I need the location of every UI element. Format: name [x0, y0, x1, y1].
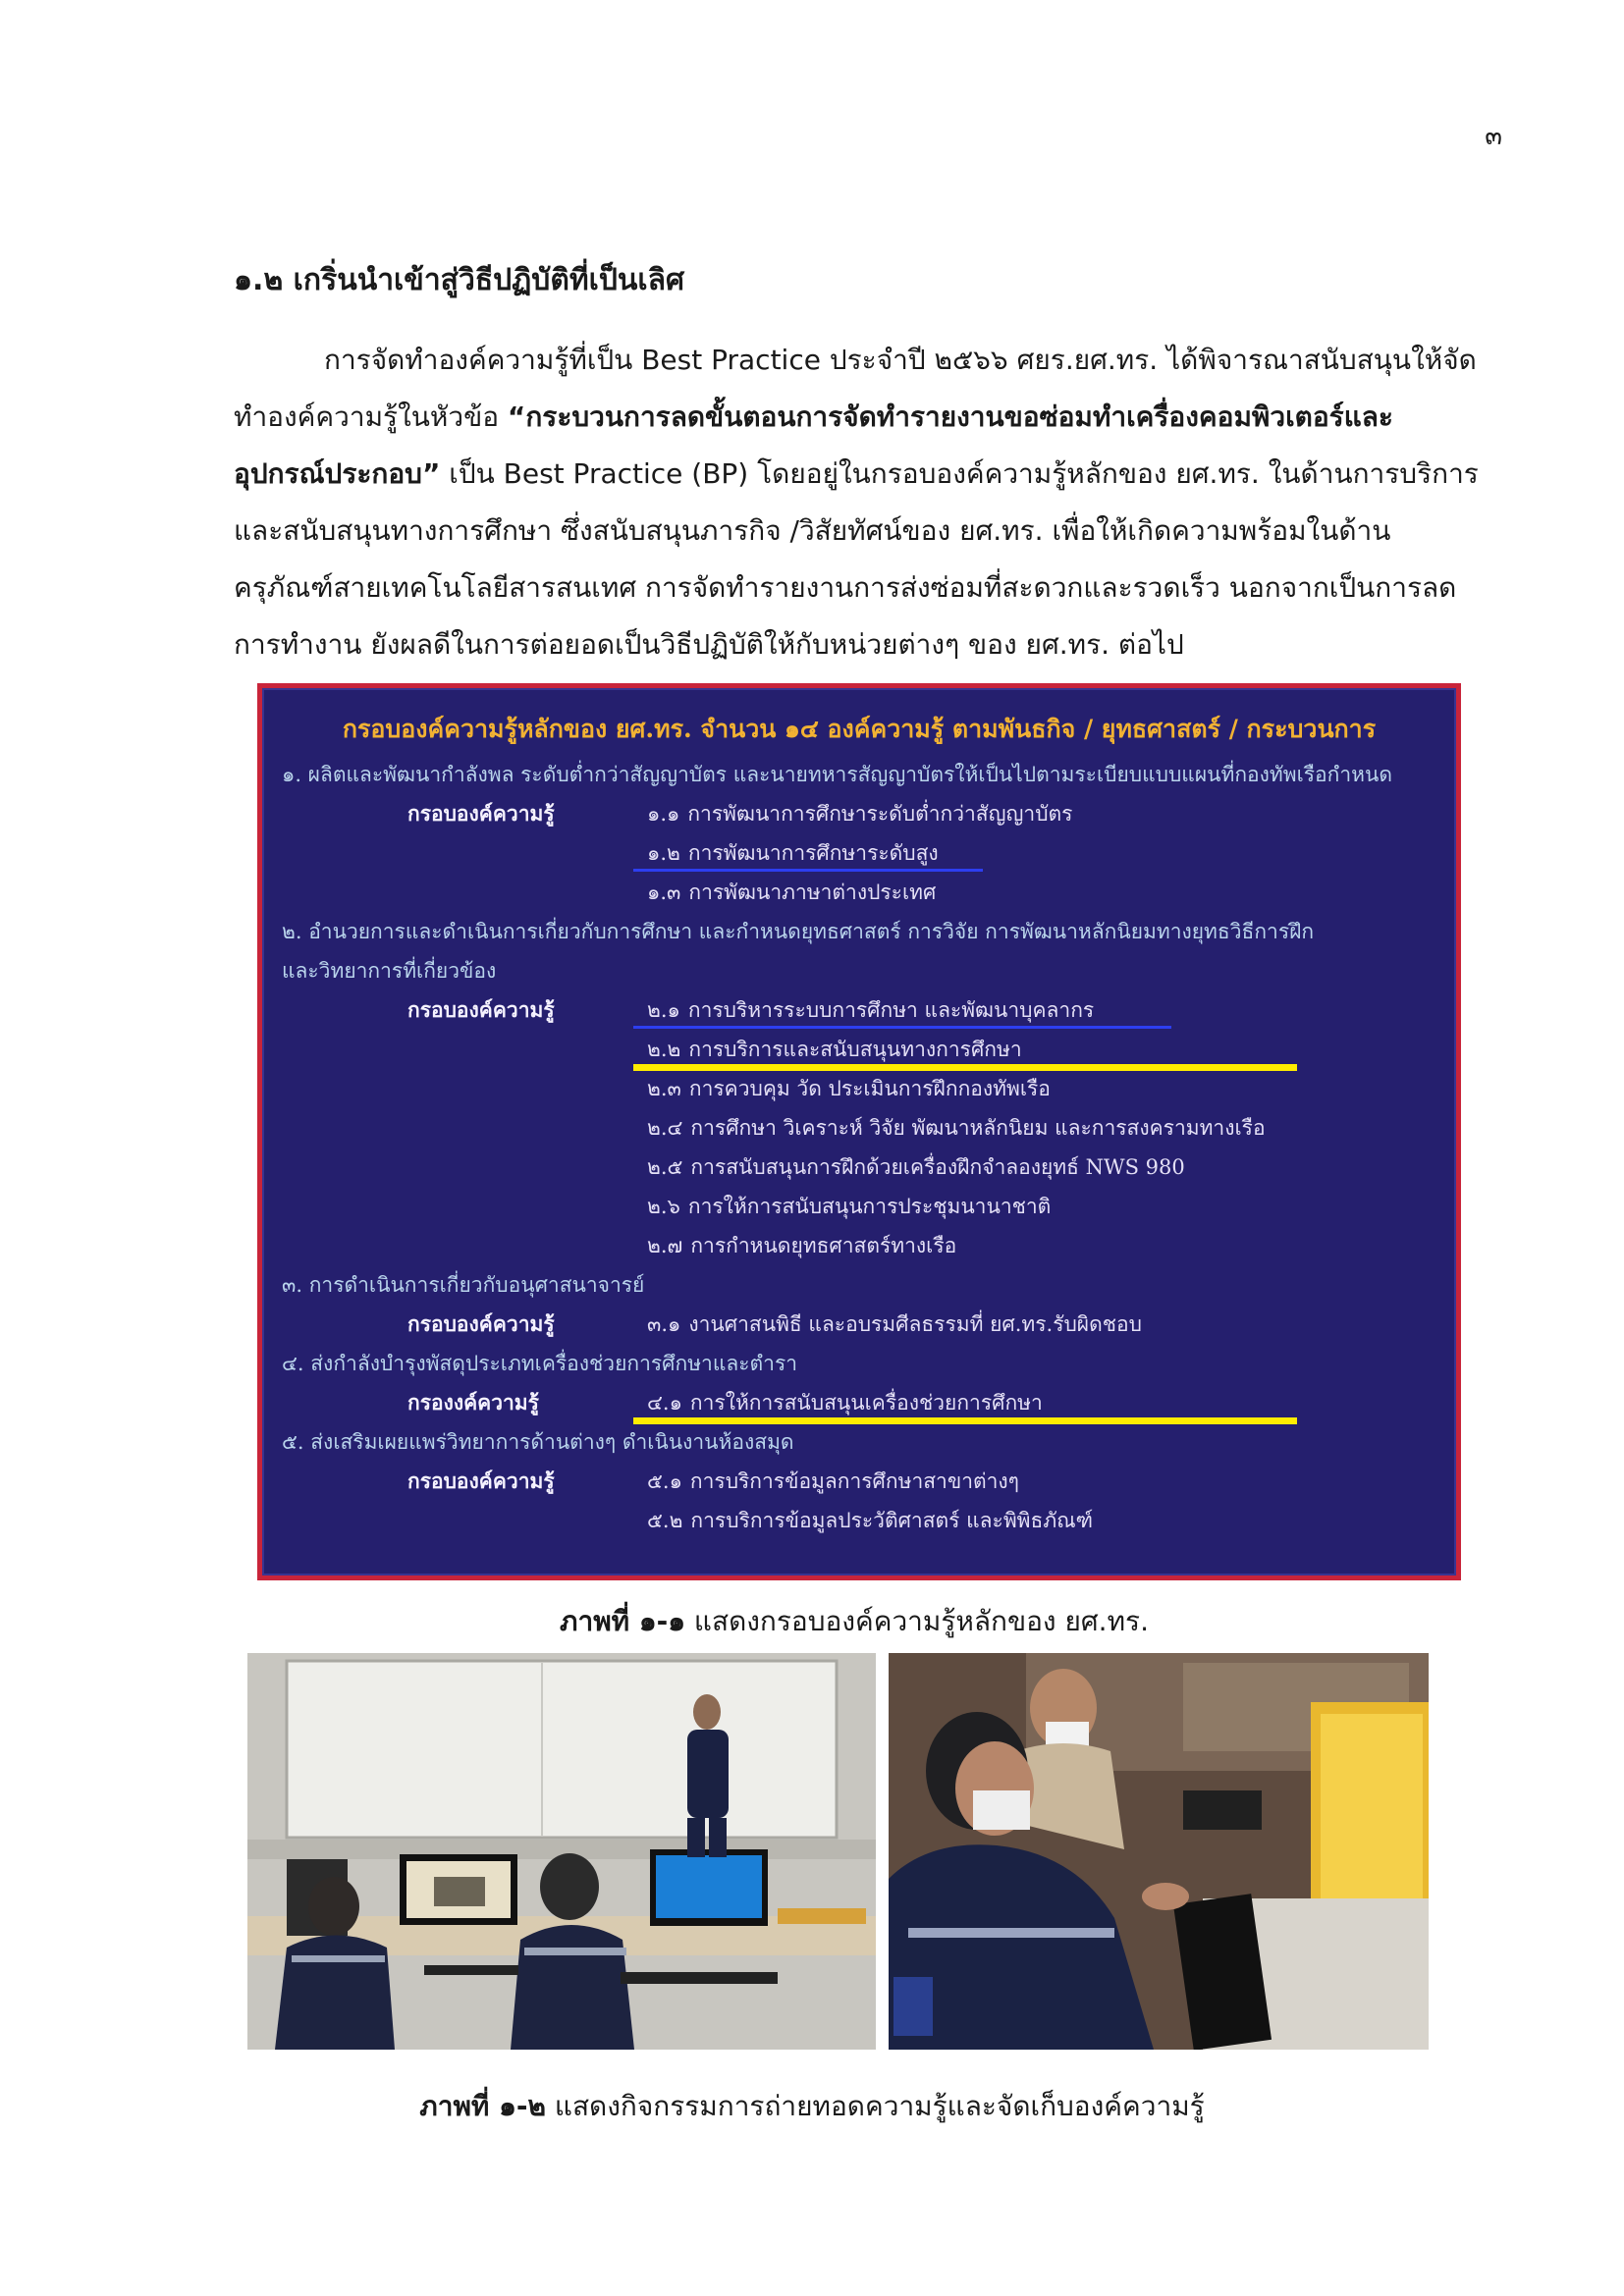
mission-2-line-1: ๒. อำนวยการและดำเนินการเกี่ยวกับการศึกษา และกำหนดยุทธศาสตร์ การวิจัย การพัฒนาหลักนิยมทางยุทธวิธีการฝึก — [282, 920, 1315, 943]
item-text: การศึกษา วิเคราะห์ วิจัย พัฒนาหลักนิยม และการสงครามทางเรือ — [690, 1116, 1266, 1140]
framework-item-2-6 — [647, 1191, 1051, 1223]
item-text: การควบคุม วัด ประเมินการฝึกกองทัพเรือ — [688, 1077, 1051, 1100]
framework-label-3: กรอบองค์ความรู้ — [407, 1311, 555, 1336]
item-code: ๒.๕ — [647, 1155, 683, 1179]
item-text: การให้การสนับสนุนการประชุมนานาชาติ — [687, 1195, 1052, 1218]
item-text: งานศาสนพิธี และอบรมศีลธรรมที่ ยศ.ทร.รับผิดชอบ — [688, 1312, 1142, 1336]
framework-item-1-1 — [647, 798, 1072, 830]
framework-item-5-1 — [647, 1466, 1019, 1498]
mission-1: ๑. ผลิตและพัฒนากำลังพล ระดับต่ำกว่าสัญญาบัตร และนายทหารสัญญาบัตรให้เป็นไปตามระเบียบแบบแผนที่กองทัพเรือกำหนด — [282, 763, 1392, 786]
knowledge-framework-slide — [257, 683, 1461, 1580]
yellow-highlight — [633, 1064, 1297, 1071]
framework-label-4: กรองงค์ความรู้ — [407, 1390, 539, 1415]
framework-item-1-3 — [647, 877, 936, 909]
framework-item-1-2 — [647, 837, 939, 870]
mission-3: ๓. การดำเนินการเกี่ยวกับอนุศาสนาจารย์ — [282, 1273, 645, 1297]
item-code: ๑.๓ — [647, 881, 681, 904]
item-code: ๒.๖ — [647, 1195, 680, 1218]
item-code: ๒.๗ — [647, 1234, 683, 1257]
framework-item-4-1 — [647, 1387, 1043, 1419]
item-text: การบริการข้อมูลประวัติศาสตร์ และพิพิธภัณฑ์ — [690, 1509, 1094, 1532]
framework-item-2-2 — [647, 1034, 1022, 1066]
caption-label: ภาพที่ ๑-๑ — [560, 1605, 686, 1637]
slide-title: กรอบองค์ความรู้หลักของ ยศ.ทร. จำนวน ๑๔ องค์ความรู้ ตามพันธกิจ / ยุทธศาสตร์ / กระบวนการ — [342, 715, 1377, 743]
caption-text: แสดงกรอบองค์ความรู้หลักของ ยศ.ทร. — [685, 1605, 1149, 1637]
item-code: ๓.๑ — [647, 1312, 681, 1336]
caption-text: แสดงกิจกรรมการถ่ายทอดความรู้และจัดเก็บองค์ความรู้ — [546, 2090, 1205, 2122]
mission-2-line-2: และวิทยาการที่เกี่ยวข้อง — [282, 959, 497, 983]
item-text: การบริหารระบบการศึกษา และพัฒนาบุคลากร — [687, 998, 1095, 1022]
framework-item-2-1 — [647, 994, 1094, 1027]
body-paragraph — [234, 332, 1481, 673]
framework-item-5-2 — [647, 1505, 1093, 1537]
framework-item-2-5 — [647, 1151, 1185, 1184]
figure-caption-1 — [0, 1600, 1624, 1643]
figure-caption-2 — [0, 2085, 1624, 2128]
item-code: ๔.๑ — [647, 1391, 682, 1415]
item-text: การพัฒนาการศึกษาระดับสูง — [687, 841, 939, 865]
item-text: การพัฒนาการศึกษาระดับต่ำกว่าสัญญาบัตร — [687, 802, 1073, 826]
framework-item-2-4 — [647, 1112, 1266, 1145]
yellow-highlight — [633, 1417, 1297, 1424]
computer-work-photo — [889, 1653, 1429, 2050]
item-code: ๒.๓ — [647, 1077, 681, 1100]
framework-label-5: กรอบองค์ความรู้ — [407, 1468, 555, 1493]
item-text: การให้การสนับสนุนเครื่องช่วยการศึกษา — [689, 1391, 1043, 1415]
item-text: การสนับสนุนการฝึกด้วยเครื่องฝึกจำลองยุทธ์ NWS 980 — [690, 1155, 1185, 1179]
item-code: ๒.๔ — [647, 1116, 683, 1140]
paragraph-topic: “กระบวนการลดขั้นตอนการจัดทำรายงานขอซ่อมทำเครื่องคอมพิวเตอร์และอุปกรณ์ประกอบ” — [234, 400, 1393, 490]
item-code: ๕.๒ — [647, 1509, 683, 1532]
mission-5: ๕. ส่งเสริมเผยแพร่วิทยาการด้านต่างๆ ดำเนินงานห้องสมุด — [282, 1430, 794, 1454]
blue-underline — [633, 1026, 1171, 1029]
item-code: ๑.๑ — [647, 802, 680, 826]
classroom-photo — [247, 1653, 876, 2050]
item-code: ๕.๑ — [647, 1469, 682, 1493]
section-heading: ๑.๒ เกริ่นนำเข้าสู่วิธีปฏิบัติที่เป็นเลิศ — [234, 263, 685, 297]
item-code: ๒.๒ — [647, 1038, 681, 1061]
framework-item-2-7 — [647, 1230, 956, 1262]
item-code: ๑.๒ — [647, 841, 680, 865]
framework-label-1: กรอบองค์ความรู้ — [407, 801, 555, 826]
item-text: การกำหนดยุทธศาสตร์ทางเรือ — [690, 1234, 957, 1257]
item-text: การพัฒนาภาษาต่างประเทศ — [688, 881, 937, 904]
mission-4: ๔. ส่งกำลังบำรุงพัสดุประเภทเครื่องช่วยการศึกษาและตำรา — [282, 1352, 798, 1375]
framework-label-2: กรอบองค์ความรู้ — [407, 997, 555, 1022]
item-text: การบริการข้อมูลการศึกษาสาขาต่างๆ — [689, 1469, 1019, 1493]
caption-label: ภาพที่ ๑-๒ — [419, 2090, 546, 2122]
paragraph-intro: การจัดทำองค์ความรู้ที่เป็น Best Practice ประจำปี ๒๕๖๖ ศยร.ยศ.ทร. ได้พิจารณาสนับสนุนให้จัดทำองค์ความรู้ในหัวข้อ — [234, 344, 1477, 433]
page-number: ๓ — [1485, 122, 1502, 151]
framework-item-3-1 — [647, 1308, 1142, 1341]
item-text: การบริการและสนับสนุนทางการศึกษา — [688, 1038, 1022, 1061]
item-code: ๒.๑ — [647, 998, 680, 1022]
paragraph-rest: เป็น Best Practice (BP) โดยอยู่ในกรอบองค์ความรู้หลักของ ยศ.ทร. ในด้านการบริการและสนับสนุนทางการศึกษา ซึ่งสนับสนุนภารกิจ /วิสัยทัศน์ของ ยศ.ทร. เพื่อให้เกิดความพร้อมในด้านครุภัณฑ์สายเทคโนโลยีสารสนเทศ การจัดทำรายงานการส่งซ่อมที่สะดวกและรวดเร็ว นอกจากเป็นการลดการทำงาน ยังผลดีในการต่อยอดเป็นวิธีปฏิบัติให้กับหน่วยต่างๆ ของ ยศ.ทร. ต่อไป — [234, 457, 1479, 661]
blue-underline — [633, 869, 983, 872]
framework-item-2-3 — [647, 1073, 1051, 1105]
